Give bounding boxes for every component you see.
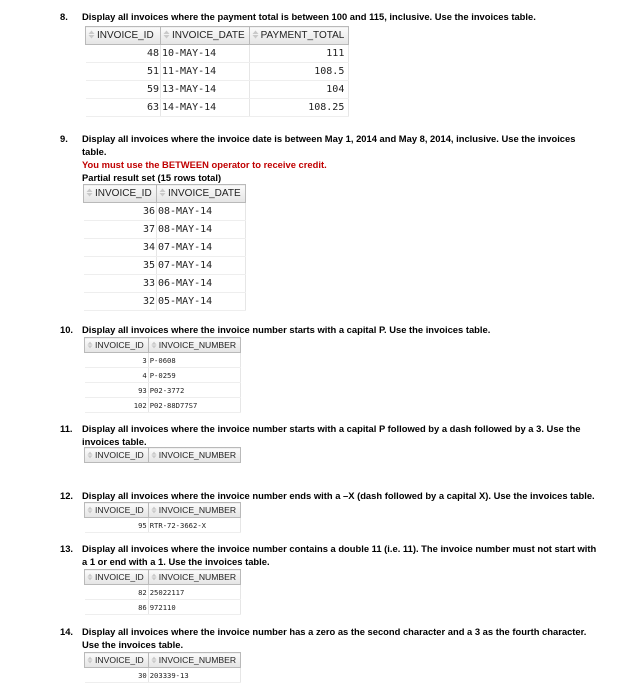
table-cell[interactable]: 34 <box>84 239 157 257</box>
table-cell[interactable]: P02-3772 <box>148 383 240 398</box>
table-cell[interactable]: 59 <box>86 81 161 99</box>
sort-icon[interactable] <box>88 30 95 39</box>
table-cell[interactable]: 972110 <box>148 600 240 615</box>
table-cell[interactable]: 82 <box>85 585 149 600</box>
column-header-label: INVOICE_ID <box>95 655 144 665</box>
column-header-label: INVOICE_NUMBER <box>158 655 237 665</box>
sort-icon[interactable] <box>252 30 259 39</box>
sort-icon[interactable] <box>87 573 93 581</box>
table-cell[interactable]: 35 <box>84 257 157 275</box>
sort-icon[interactable] <box>151 506 157 514</box>
table-row[interactable] <box>84 293 246 311</box>
sort-icon[interactable] <box>86 188 93 197</box>
column-header[interactable] <box>85 653 149 668</box>
table-cell[interactable]: 25022117 <box>148 585 240 600</box>
column-header[interactable] <box>85 338 149 353</box>
table-cell[interactable]: 4 <box>85 368 149 383</box>
table-row[interactable] <box>85 518 241 533</box>
table-cell[interactable]: 51 <box>86 63 161 81</box>
table-cell[interactable]: 06-MAY-14 <box>157 275 246 293</box>
question-10 <box>60 323 600 336</box>
sort-icon[interactable] <box>87 451 93 459</box>
table-row[interactable] <box>84 275 246 293</box>
question-text: Display all invoices where the invoice number starts with a capital P. Use the invoices table. <box>82 324 491 335</box>
column-header[interactable] <box>157 185 246 203</box>
column-header[interactable] <box>86 27 161 45</box>
sort-icon[interactable] <box>159 188 166 197</box>
table-row[interactable] <box>86 99 349 117</box>
question-text: Display all invoices where the payment total is between 100 and 115, inclusive. Use the invoices table. <box>82 11 536 22</box>
column-header[interactable] <box>85 448 149 463</box>
table-cell[interactable]: 11-MAY-14 <box>161 63 250 81</box>
table-cell[interactable]: 203339-13 <box>148 668 240 683</box>
result-table-q13 <box>84 569 241 615</box>
column-header[interactable] <box>148 503 240 518</box>
column-header[interactable] <box>85 503 149 518</box>
question-11 <box>60 422 600 448</box>
table-cell[interactable]: 86 <box>85 600 149 615</box>
column-header[interactable] <box>161 27 250 45</box>
table-cell[interactable]: 104 <box>249 81 349 99</box>
table-cell[interactable]: 102 <box>85 398 149 413</box>
question-12 <box>60 489 600 502</box>
question-text: Display all invoices where the invoice number has a zero as the second character and a 3 as the fourth character. Use the invoices table. <box>82 626 587 650</box>
table-row[interactable] <box>85 668 241 683</box>
table-cell[interactable]: 30 <box>85 668 149 683</box>
column-header[interactable] <box>148 338 240 353</box>
table-cell[interactable]: 08-MAY-14 <box>157 203 246 221</box>
column-header[interactable] <box>85 570 149 585</box>
table-cell[interactable]: 32 <box>84 293 157 311</box>
column-header-label: INVOICE_ID <box>95 572 144 582</box>
question-8 <box>60 10 600 23</box>
question-number: 12. <box>60 490 74 501</box>
partial-result-note: Partial result set (15 rows total) <box>82 172 222 183</box>
question-13 <box>60 542 600 568</box>
column-header-label: INVOICE_NUMBER <box>158 505 237 515</box>
question-number: 9. <box>60 133 68 144</box>
column-header-label: INVOICE_NUMBER <box>158 340 237 350</box>
table-row[interactable] <box>84 221 246 239</box>
table-cell[interactable]: 08-MAY-14 <box>157 221 246 239</box>
question-text: Display all invoices where the invoice date is between May 1, 2014 and May 8, 2014, inclusive. Use the invoices table. <box>82 133 576 157</box>
column-header-label: INVOICE_NUMBER <box>158 450 237 460</box>
column-header[interactable] <box>249 27 349 45</box>
table-cell[interactable]: 63 <box>86 99 161 117</box>
table-cell[interactable]: 93 <box>85 383 149 398</box>
table-cell[interactable]: 10-MAY-14 <box>161 45 250 63</box>
table-row[interactable] <box>84 257 246 275</box>
table-cell[interactable]: 36 <box>84 203 157 221</box>
question-text: Display all invoices where the invoice number starts with a capital P followed by a dash followed by a 3. Use the invoices table. <box>82 423 581 447</box>
sort-icon[interactable] <box>151 656 157 664</box>
table-row[interactable] <box>84 203 246 221</box>
column-header-label: INVOICE_DATE <box>168 188 241 199</box>
question-number: 8. <box>60 11 68 22</box>
table-cell[interactable]: 33 <box>84 275 157 293</box>
question-number: 13. <box>60 543 74 554</box>
sort-icon[interactable] <box>87 656 93 664</box>
table-cell[interactable]: 95 <box>85 518 149 533</box>
column-header[interactable] <box>148 570 240 585</box>
table-cell[interactable]: 05-MAY-14 <box>157 293 246 311</box>
table-row[interactable] <box>85 600 241 615</box>
table-row[interactable] <box>85 368 241 383</box>
table-cell[interactable]: 37 <box>84 221 157 239</box>
sort-icon[interactable] <box>151 451 157 459</box>
sort-icon[interactable] <box>151 341 157 349</box>
column-header[interactable] <box>148 448 240 463</box>
question-9 <box>60 132 600 184</box>
table-cell[interactable]: 108.5 <box>249 63 349 81</box>
credit-warning: You must use the BETWEEN operator to receive credit. <box>82 159 327 170</box>
table-cell[interactable]: 111 <box>249 45 349 63</box>
result-table-q14 <box>84 652 241 683</box>
result-table-q11 <box>84 447 241 463</box>
table-cell[interactable]: 48 <box>86 45 161 63</box>
column-header-label: INVOICE_ID <box>95 340 144 350</box>
result-table-q10 <box>84 337 241 413</box>
column-header[interactable] <box>84 185 157 203</box>
column-header-label: INVOICE_ID <box>97 30 154 41</box>
question-number: 10. <box>60 324 74 335</box>
table-cell[interactable]: 07-MAY-14 <box>157 239 246 257</box>
table-row[interactable] <box>85 353 241 368</box>
sort-icon[interactable] <box>151 573 157 581</box>
column-header-label: INVOICE_DATE <box>172 30 245 41</box>
result-table-q9 <box>83 184 246 311</box>
table-row[interactable] <box>86 63 349 81</box>
table-cell[interactable]: 13-MAY-14 <box>161 81 250 99</box>
sort-icon[interactable] <box>163 30 170 39</box>
table-cell[interactable]: P02-88D77S7 <box>148 398 240 413</box>
column-header-label: INVOICE_ID <box>95 505 144 515</box>
question-text: Display all invoices where the invoice number contains a double 11 (i.e. 11). The invoice number must not start with a 1 or end with a 1. Use the invoices table. <box>82 543 597 567</box>
table-row[interactable] <box>85 585 241 600</box>
table-cell[interactable]: 3 <box>85 353 149 368</box>
column-header[interactable] <box>148 653 240 668</box>
column-header-label: INVOICE_NUMBER <box>158 572 237 582</box>
table-row[interactable] <box>85 383 241 398</box>
table-cell[interactable]: 14-MAY-14 <box>161 99 250 117</box>
table-row[interactable] <box>85 398 241 413</box>
column-header-label: INVOICE_ID <box>95 188 152 199</box>
result-table-q8 <box>85 26 349 117</box>
table-row[interactable] <box>86 81 349 99</box>
question-number: 14. <box>60 626 74 637</box>
table-cell[interactable]: 108.25 <box>249 99 349 117</box>
question-number: 11. <box>60 423 73 434</box>
column-header-label: PAYMENT_TOTAL <box>260 30 345 41</box>
table-cell[interactable]: 07-MAY-14 <box>157 257 246 275</box>
sort-icon[interactable] <box>87 506 93 514</box>
column-header-label: INVOICE_ID <box>95 450 144 460</box>
table-cell[interactable]: RTR-72-3662-X <box>148 518 240 533</box>
table-cell[interactable]: P-0259 <box>148 368 240 383</box>
table-cell[interactable]: P-0608 <box>148 353 240 368</box>
table-row[interactable] <box>86 45 349 63</box>
question-text: Display all invoices where the invoice number ends with a –X (dash followed by a capital X). Use the invoices table. <box>82 490 595 501</box>
question-14 <box>60 625 600 651</box>
table-row[interactable] <box>84 239 246 257</box>
result-table-q12 <box>84 502 241 533</box>
sort-icon[interactable] <box>87 341 93 349</box>
